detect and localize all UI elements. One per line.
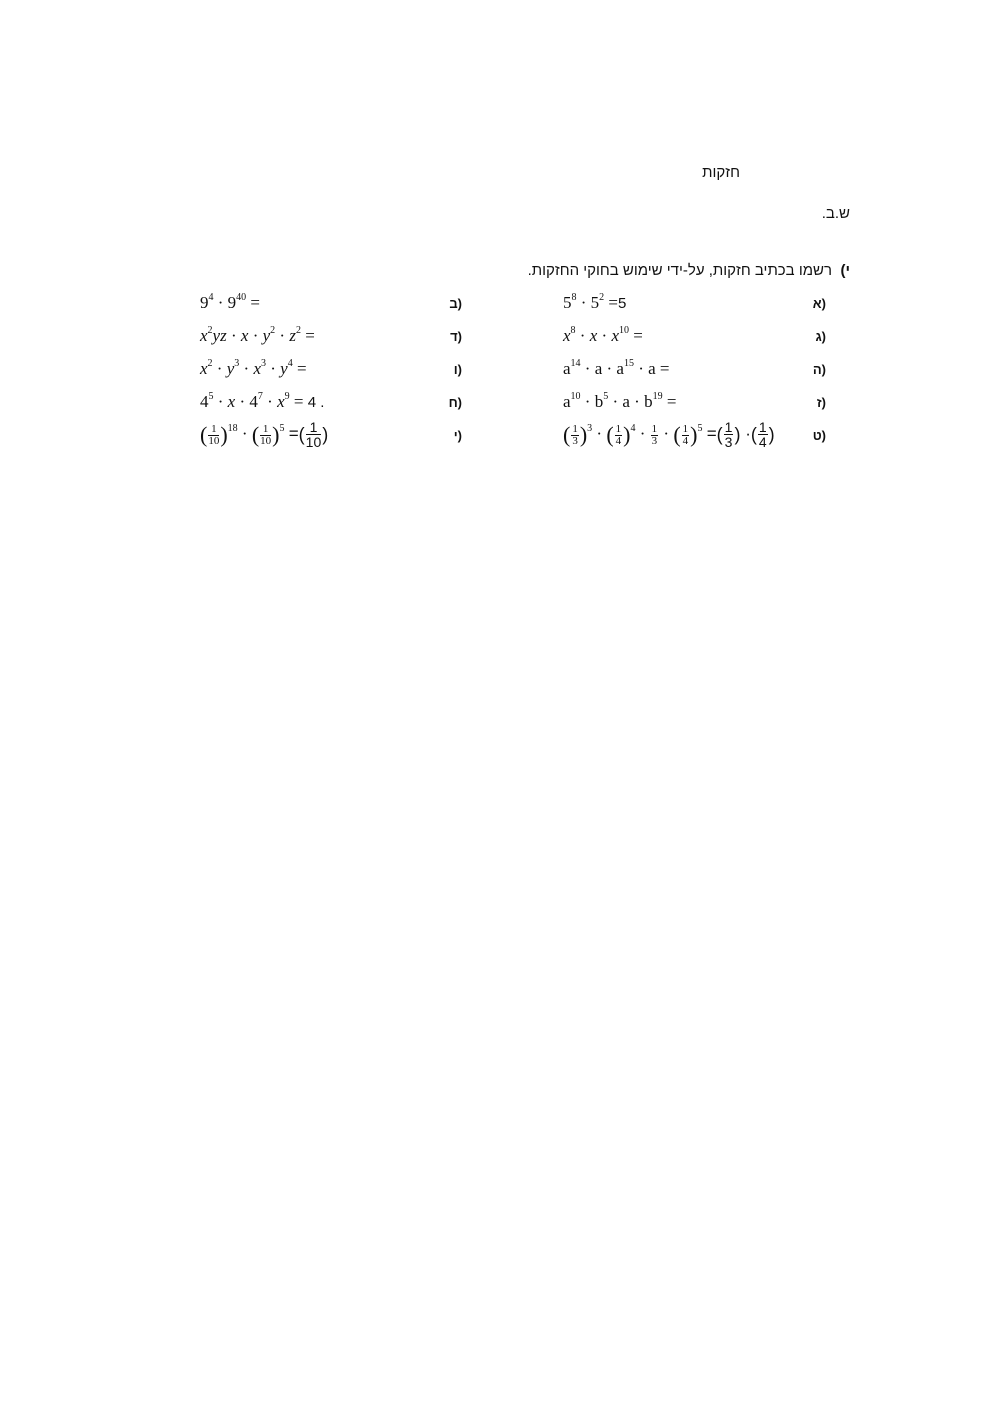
expression-t: ( $\frac{1}{3}$ )$^3$ · ( $\frac{1}{4}$ )$^4$ · $\frac{1}{3}$ · ( $\frac{1}{4}$ )$^5$ =( $\frac{1}{3}$ ) ·( $\frac{1}{4}$ ) bbox=[563, 419, 775, 450]
item-label-y: (י bbox=[453, 428, 462, 443]
item-label-g: (ז bbox=[816, 395, 826, 410]
expression-d: $x^2yz \cdot x \cdot y^2 \cdot z^2$ = bbox=[200, 325, 315, 345]
expression-a: $5^8 \cdot 5^2 =5$ bbox=[563, 292, 627, 312]
item-label-d: (ד bbox=[450, 329, 462, 344]
expression-b: $9^4 \cdot 9^{40}$ = bbox=[200, 292, 261, 312]
item-label-c: (ג bbox=[815, 329, 826, 344]
page-title: חזקות bbox=[702, 164, 740, 181]
item-label-e: (ה bbox=[812, 362, 826, 377]
expression-g: $a^{10} \cdot b^5 \cdot a \cdot b^{19}$ = bbox=[563, 391, 677, 411]
teacher-initials: ש.ב. bbox=[821, 205, 850, 222]
expression-e: $a^{14} \cdot a \cdot a^{15} \cdot a$ = bbox=[563, 358, 670, 378]
item-label-f: (ו bbox=[453, 362, 462, 377]
item-label-a: (א bbox=[812, 296, 826, 311]
item-label-b: (ב bbox=[449, 296, 462, 311]
question-number: י) bbox=[840, 262, 850, 279]
expression-f: $x^2 \cdot y^3 \cdot x^3 \cdot y^4$ = bbox=[200, 358, 307, 378]
question-instruction: רשמו בכתיב חזקות, על-ידי שימוש בחוקי החזקות. bbox=[527, 262, 832, 279]
expression-y: ( $\frac{1}{10}$ )$^{18}$ · ( $\frac{1}{10}$ )$^5$ =( $\frac{1}{10}$ ) bbox=[200, 419, 329, 450]
answer-a[interactable]: 5 bbox=[618, 295, 627, 312]
answer-y[interactable]: =( $\frac{1}{10}$ ) bbox=[288, 419, 329, 450]
expression-h: $4^5 \cdot x \cdot 4^7 \cdot x^9 = 4$ . bbox=[200, 391, 325, 411]
item-label-t: (ט bbox=[812, 428, 826, 443]
answer-t[interactable]: =( $\frac{1}{3}$ ) ·( $\frac{1}{4}$ ) bbox=[706, 419, 775, 450]
answer-h[interactable]: 4 . bbox=[307, 394, 325, 411]
expression-c: $x^8 \cdot x \cdot x^{10}$ = bbox=[563, 325, 643, 345]
item-label-h: (ח bbox=[448, 395, 462, 410]
